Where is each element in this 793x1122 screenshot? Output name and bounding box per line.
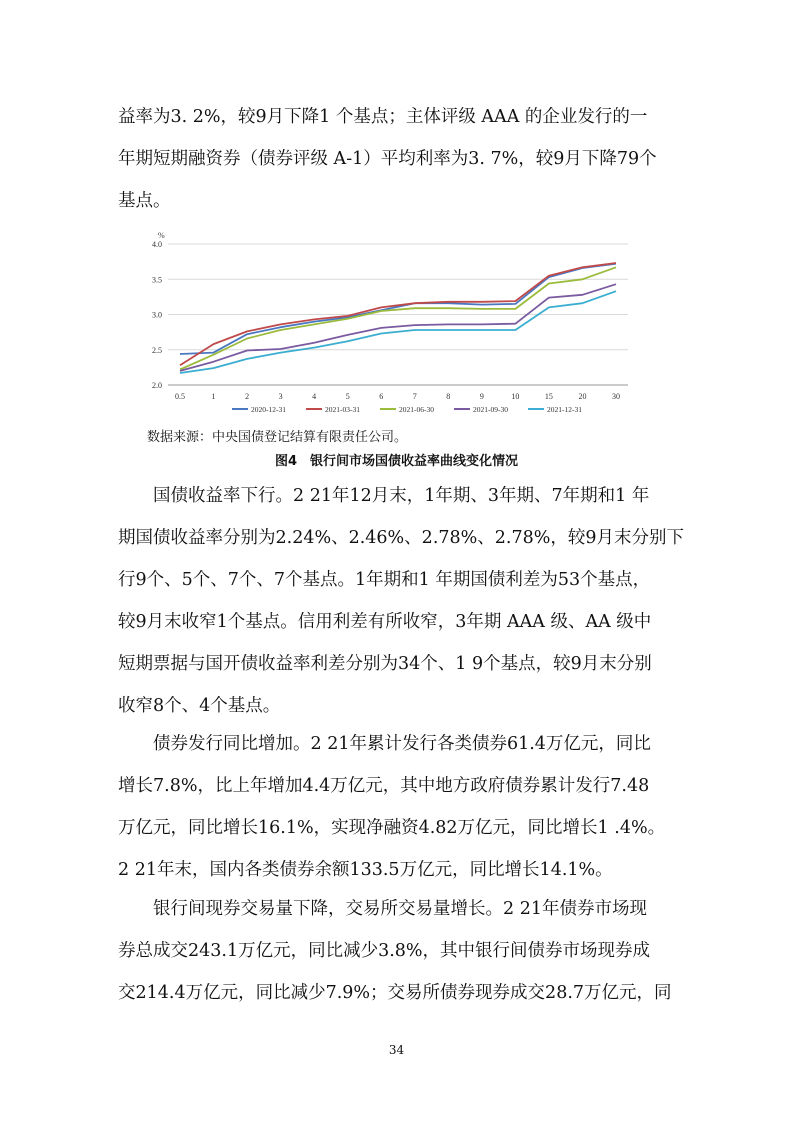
legend-label: 2021-06-30 xyxy=(399,405,434,414)
text-line: 国债收益率下行。2 21年12月末，1年期、3年期、7年期和1 年 xyxy=(118,486,650,506)
text-line: 债券发行同比增加。2 21年累计发行各类债券61.4万亿元，同比 xyxy=(118,734,651,754)
legend-label: 2021-03-31 xyxy=(325,405,360,414)
paragraph-trading-volume xyxy=(118,888,676,1014)
text-line: 益率为3. 2%，较9月下降1 个基点；主体评级 AAA 的企业发行的一 xyxy=(118,107,648,127)
x-tick-label: 20 xyxy=(578,392,587,401)
x-tick-label: 2 xyxy=(245,392,250,401)
x-tick-label: 3 xyxy=(278,392,283,401)
y-tick-label: 4.0 xyxy=(152,240,162,249)
text-line: 增长7.8%，比上年增加4.4万亿元，其中地方政府债券累计发行7.48 xyxy=(118,776,650,796)
text-line: 银行间现券交易量下降，交易所交易量增长。2 21年债券市场现 xyxy=(118,899,647,919)
x-tick-label: 7 xyxy=(412,392,417,401)
text-line: 短期票据与国开债收益率利差分别为34个、1 9个基点，较9月末分别 xyxy=(118,654,652,674)
x-tick-label: 9 xyxy=(479,392,484,401)
series-line-2021-06-30 xyxy=(180,267,616,369)
y-tick-label: 3.0 xyxy=(152,310,162,320)
text-line: 行9个、5个、7个、7个基点。1年期和1 年期国债利差为53个基点， xyxy=(118,570,651,590)
data-source-note: 数据来源：中央国债登记结算有限责任公司。 xyxy=(147,430,408,445)
x-tick-label: 6 xyxy=(379,392,384,401)
y-tick-label: 3.5 xyxy=(152,275,162,285)
legend-label: 2021-12-31 xyxy=(547,405,582,414)
chart-svg xyxy=(136,226,650,426)
paragraph-bond-issuance xyxy=(118,723,676,891)
y-tick-label: 2.5 xyxy=(152,345,162,355)
x-tick-label: 1 xyxy=(211,392,216,401)
x-tick-label: 4 xyxy=(312,392,317,401)
text-line: 交214.4万亿元，同比减少7.9%；交易所债券现券成交28.7万亿元，同 xyxy=(118,983,672,1003)
x-tick-label: 0.5 xyxy=(175,392,185,401)
text-line: 较9月末收窄1个基点。信用利差有所收窄，3年期 AAA 级、AA 级中 xyxy=(118,612,652,632)
figure-caption: 图4 银行间市场国债收益率曲线变化情况 xyxy=(274,454,519,469)
y-axis-unit-label: % xyxy=(158,231,165,240)
legend-label: 2021-09-30 xyxy=(473,405,508,414)
legend-label: 2020-12-31 xyxy=(251,405,286,414)
page-number: 34 xyxy=(388,1043,405,1057)
y-tick-label: 2.0 xyxy=(152,381,162,390)
text-line: 年期短期融资券（债券评级 A-1）平均利率为3. 7%，较9月下降79个 xyxy=(118,149,657,169)
x-tick-label: 15 xyxy=(544,392,553,401)
yield-curve-chart xyxy=(136,226,650,426)
text-line: 万亿元，同比增长16.1%，实现净融资4.82万亿元，同比增长1 .4%。 xyxy=(118,818,666,838)
x-tick-label: 10 xyxy=(511,392,520,401)
paragraph-treasury-yields xyxy=(118,475,685,727)
text-line: 期国债收益率分别为2.24%、2.46%、2.78%、2.78%，较9月末分别下 xyxy=(118,528,685,548)
x-tick-label: 30 xyxy=(612,392,620,401)
intro-paragraph xyxy=(118,96,676,222)
text-line: 2 21年末，国内各类债券余额133.5万亿元，同比增长14.1%。 xyxy=(118,860,613,880)
x-tick-label: 5 xyxy=(345,392,350,401)
text-line: 券总成交243.1万亿元，同比减少3.8%，其中银行间债券市场现券成 xyxy=(118,941,651,961)
text-line: 收窄8个、4个基点。 xyxy=(118,696,281,716)
x-tick-label: 8 xyxy=(446,392,451,401)
series-line-2021-09-30 xyxy=(180,284,616,371)
text-line: 基点。 xyxy=(118,191,171,211)
